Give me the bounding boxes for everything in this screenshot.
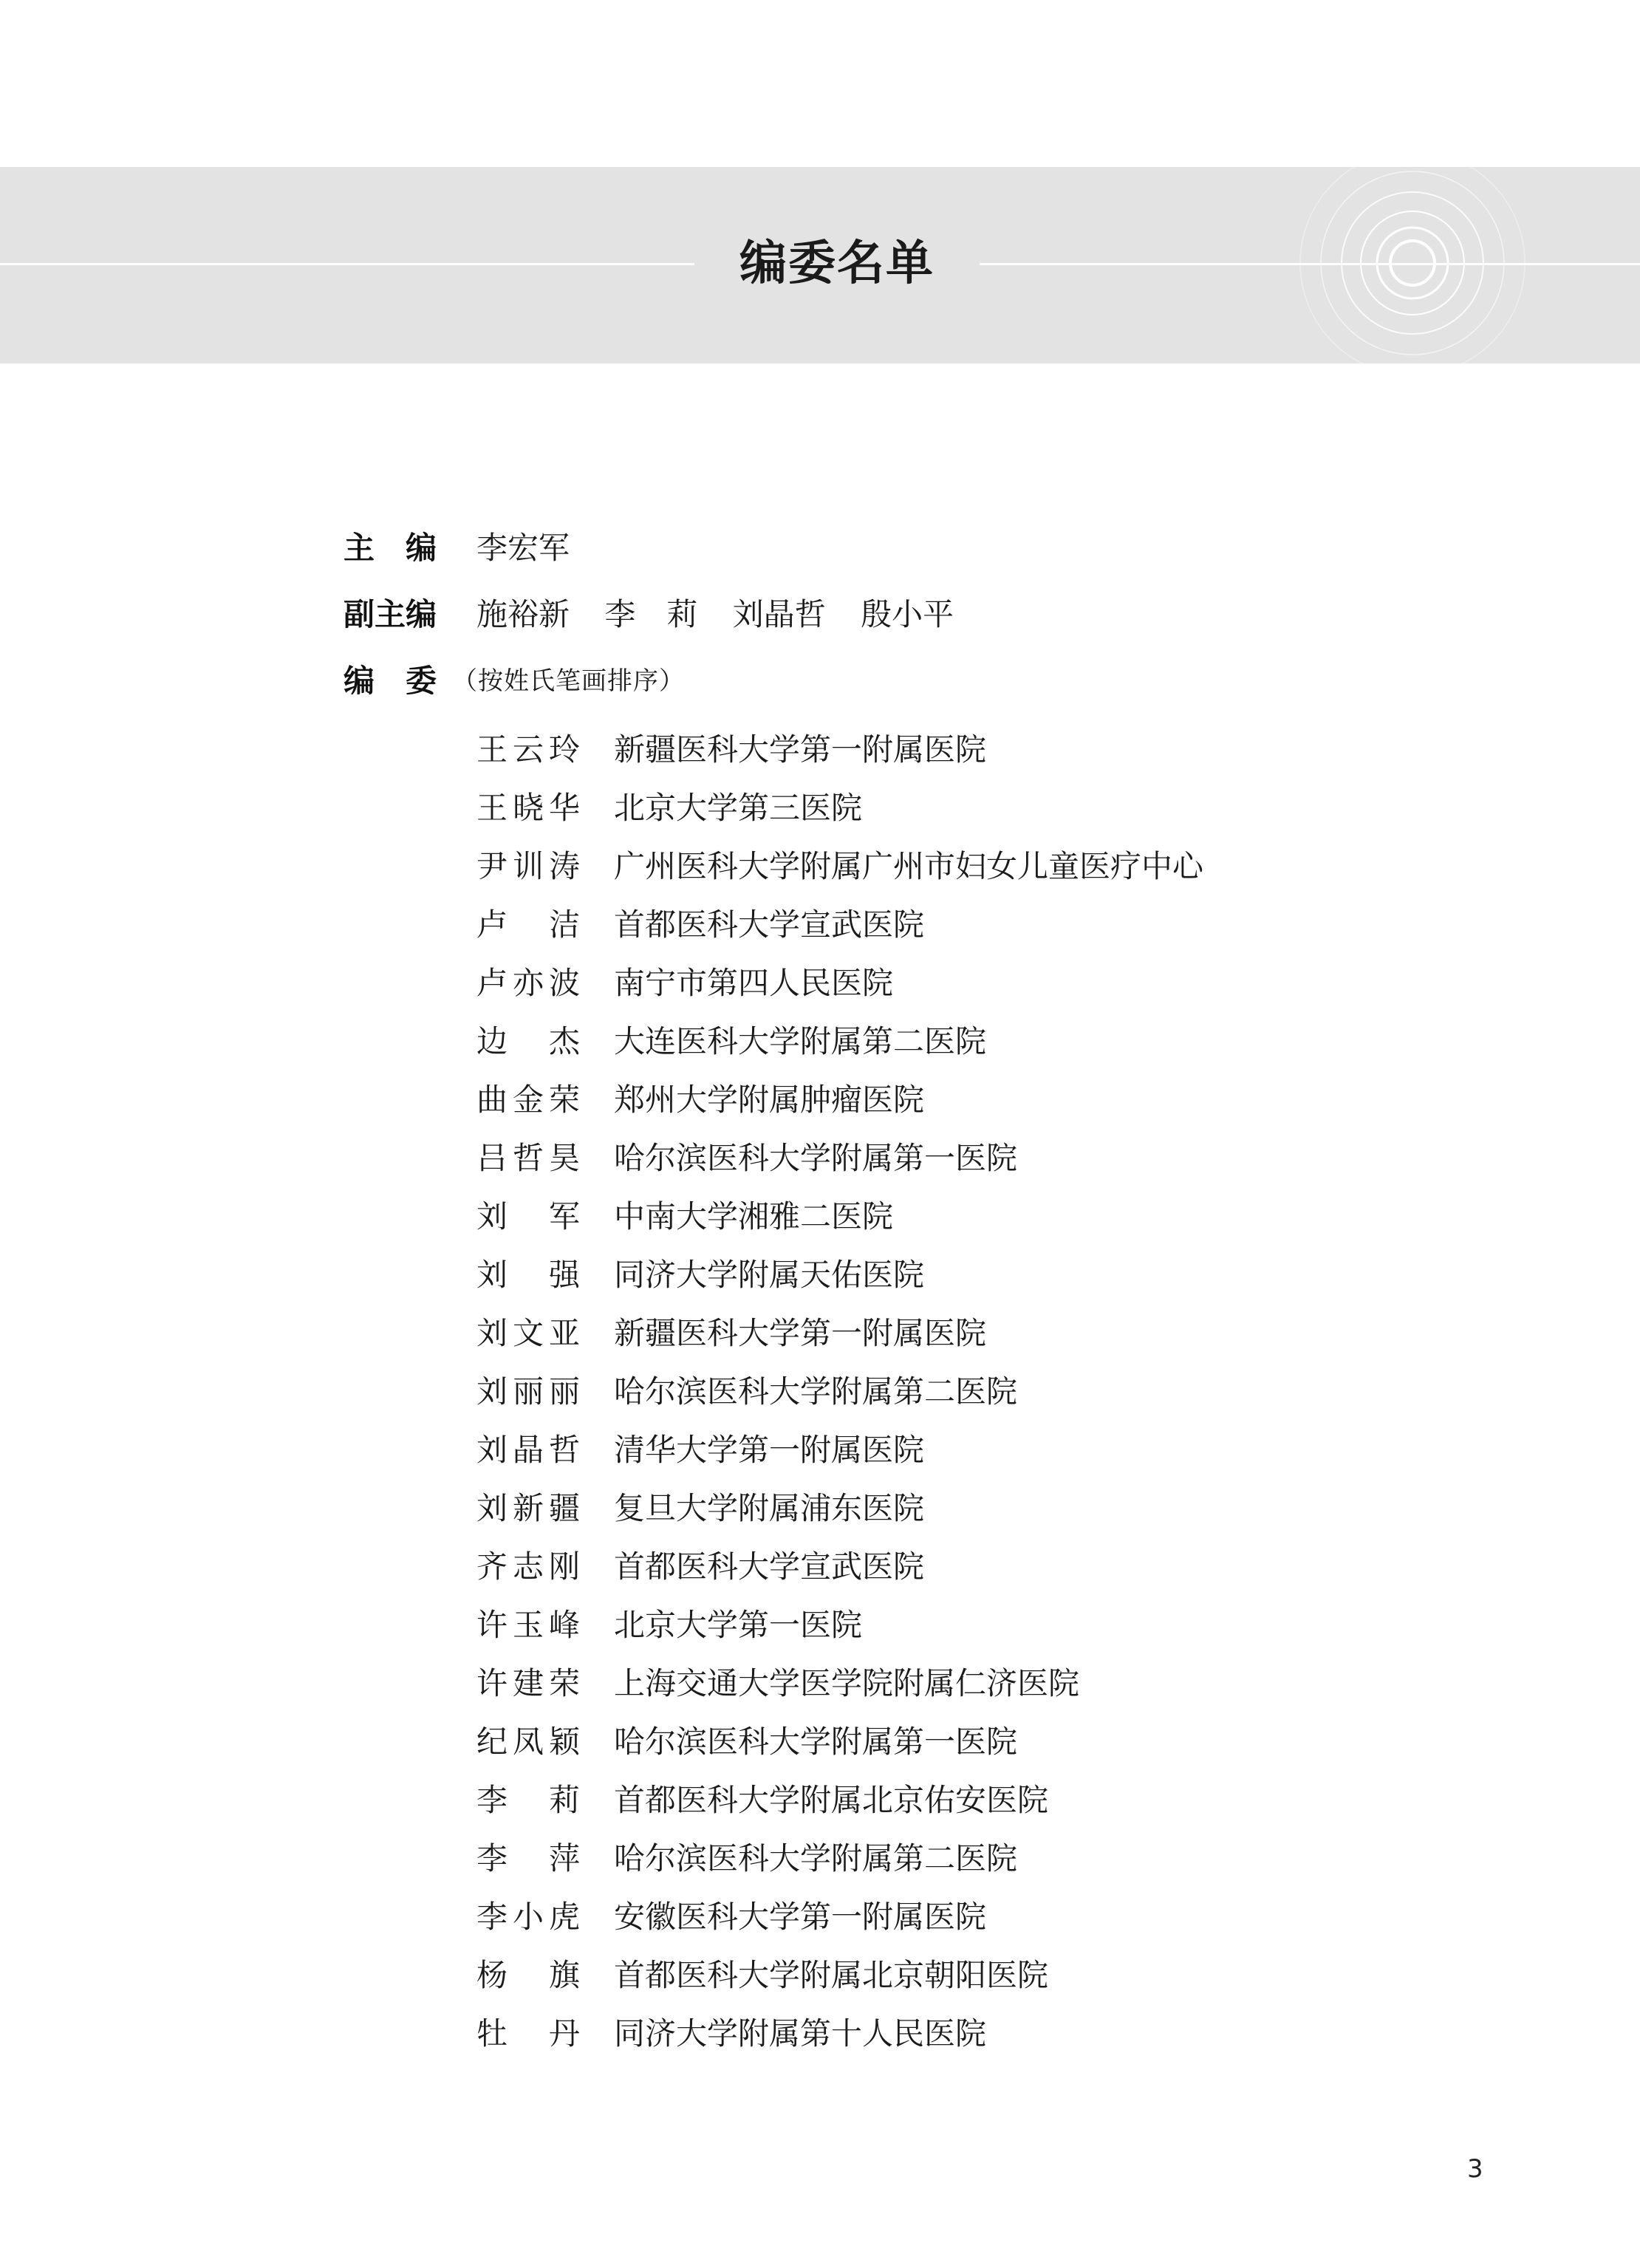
- member-affiliation: 哈尔滨医科大学附属第二医院: [614, 1373, 1018, 1410]
- member-affiliation: 大连医科大学附属第二医院: [614, 1022, 987, 1059]
- member-affiliation: 同济大学附属第十人民医院: [614, 2015, 987, 2052]
- member-name: 牡丹: [476, 2015, 580, 2052]
- member-affiliation: 首都医科大学宣武医院: [614, 906, 925, 943]
- deputy-editor-name: 施裕新: [476, 596, 570, 632]
- list-item: [476, 1885, 1548, 1944]
- chief-editor-names: [476, 527, 595, 569]
- list-item: [476, 1944, 1548, 2002]
- member-name: 许建荣: [476, 1664, 580, 1701]
- member-affiliation: 复旦大学附属浦东医院: [614, 1489, 925, 1526]
- member-affiliation: 新疆医科大学第一附属医院: [614, 1314, 987, 1351]
- list-item: [476, 1769, 1548, 1827]
- member-name: 李莉: [476, 1781, 580, 1818]
- member-affiliation: 新疆医科大学第一附属医院: [614, 731, 987, 768]
- list-item: [476, 718, 1548, 776]
- list-item: [476, 1710, 1548, 1769]
- list-item: [476, 776, 1548, 835]
- list-item: [476, 1302, 1548, 1360]
- list-item: [476, 893, 1548, 952]
- member-affiliation: 广州医科大学附属广州市妇女儿童医疗中心: [614, 847, 1204, 884]
- member-affiliation: 清华大学第一附属医院: [614, 1431, 925, 1468]
- member-name: 纪凤颖: [476, 1723, 580, 1760]
- member-affiliation: 首都医科大学宣武医院: [614, 1548, 925, 1585]
- deputy-editor-name: 殷小平: [861, 596, 954, 632]
- list-item: [476, 1243, 1548, 1302]
- page-number: 3: [1467, 2154, 1483, 2184]
- member-name: 尹训涛: [476, 847, 580, 884]
- chief-editor-label: 主 编: [344, 530, 437, 566]
- member-name: 刘晶哲: [476, 1431, 580, 1468]
- member-affiliation: 哈尔滨医科大学附属第一医院: [614, 1723, 1018, 1760]
- member-affiliation: 哈尔滨医科大学附属第一医院: [614, 1139, 1018, 1176]
- list-item: [476, 1185, 1548, 1243]
- list-item: [476, 835, 1548, 893]
- member-name: 刘文亚: [476, 1314, 580, 1351]
- list-item: [476, 1418, 1548, 1477]
- list-item: [476, 1360, 1548, 1418]
- member-affiliation: 北京大学第三医院: [614, 789, 863, 826]
- member-affiliation: 南宁市第四人民医院: [614, 964, 894, 1001]
- member-affiliation: 首都医科大学附属北京佑安医院: [614, 1781, 1049, 1818]
- member-name: 吕哲昊: [476, 1139, 580, 1176]
- deputy-editor-names: [476, 594, 979, 635]
- list-item: [476, 1827, 1548, 1885]
- deputy-editor-label: 副主编: [344, 596, 437, 632]
- member-affiliation: 首都医科大学附属北京朝阳医院: [614, 1956, 1049, 1993]
- editorial-board-note: （按姓氏笔画排序）: [452, 666, 685, 696]
- list-item: [476, 952, 1548, 1010]
- member-name: 刘丽丽: [476, 1373, 580, 1410]
- member-affiliation: 哈尔滨医科大学附属第二医院: [614, 1840, 1018, 1876]
- list-item: [476, 1127, 1548, 1185]
- list-item: [476, 1652, 1548, 1710]
- list-item: [476, 1535, 1548, 1594]
- member-affiliation: 郑州大学附属肿瘤医院: [614, 1081, 925, 1118]
- list-item: [476, 1068, 1548, 1127]
- member-name: 许玉峰: [476, 1606, 580, 1643]
- member-name: 刘新疆: [476, 1489, 580, 1526]
- member-name: 杨旗: [476, 1956, 580, 1993]
- page-title: 编委名单: [739, 236, 935, 291]
- title-banner: [0, 167, 1640, 363]
- chief-editor-name: 李宏军: [476, 530, 570, 566]
- list-item: [476, 2002, 1548, 2060]
- member-name: 边杰: [476, 1022, 580, 1059]
- banner-rule-left: [0, 263, 694, 265]
- member-name: 曲金荣: [476, 1081, 580, 1118]
- list-item: [476, 1477, 1548, 1535]
- member-name: 卢亦波: [476, 964, 580, 1001]
- member-name: 刘强: [476, 1256, 580, 1293]
- member-name: 齐志刚: [476, 1548, 580, 1585]
- member-name: 王晓华: [476, 789, 580, 826]
- member-name: 李萍: [476, 1840, 580, 1876]
- editorial-board-list: [476, 718, 1548, 2060]
- member-name: 李小虎: [476, 1898, 580, 1935]
- deputy-editor-name: 李 莉: [604, 596, 698, 632]
- list-item: [476, 1010, 1548, 1068]
- member-name: 卢洁: [476, 906, 580, 943]
- member-affiliation: 安徽医科大学第一附属医院: [614, 1898, 987, 1935]
- member-name: 刘军: [476, 1198, 580, 1234]
- concentric-circles-decoration: [1293, 167, 1537, 363]
- member-affiliation: 中南大学湘雅二医院: [614, 1198, 894, 1234]
- member-affiliation: 同济大学附属天佑医院: [614, 1256, 925, 1293]
- member-name: 王云玲: [476, 731, 580, 768]
- deputy-editor-name: 刘晶哲: [732, 596, 826, 632]
- member-affiliation: 北京大学第一医院: [614, 1606, 863, 1643]
- list-item: [476, 1594, 1548, 1652]
- member-affiliation: 上海交通大学医学院附属仁济医院: [614, 1664, 1080, 1701]
- editorial-board-label: 编 委: [344, 663, 437, 699]
